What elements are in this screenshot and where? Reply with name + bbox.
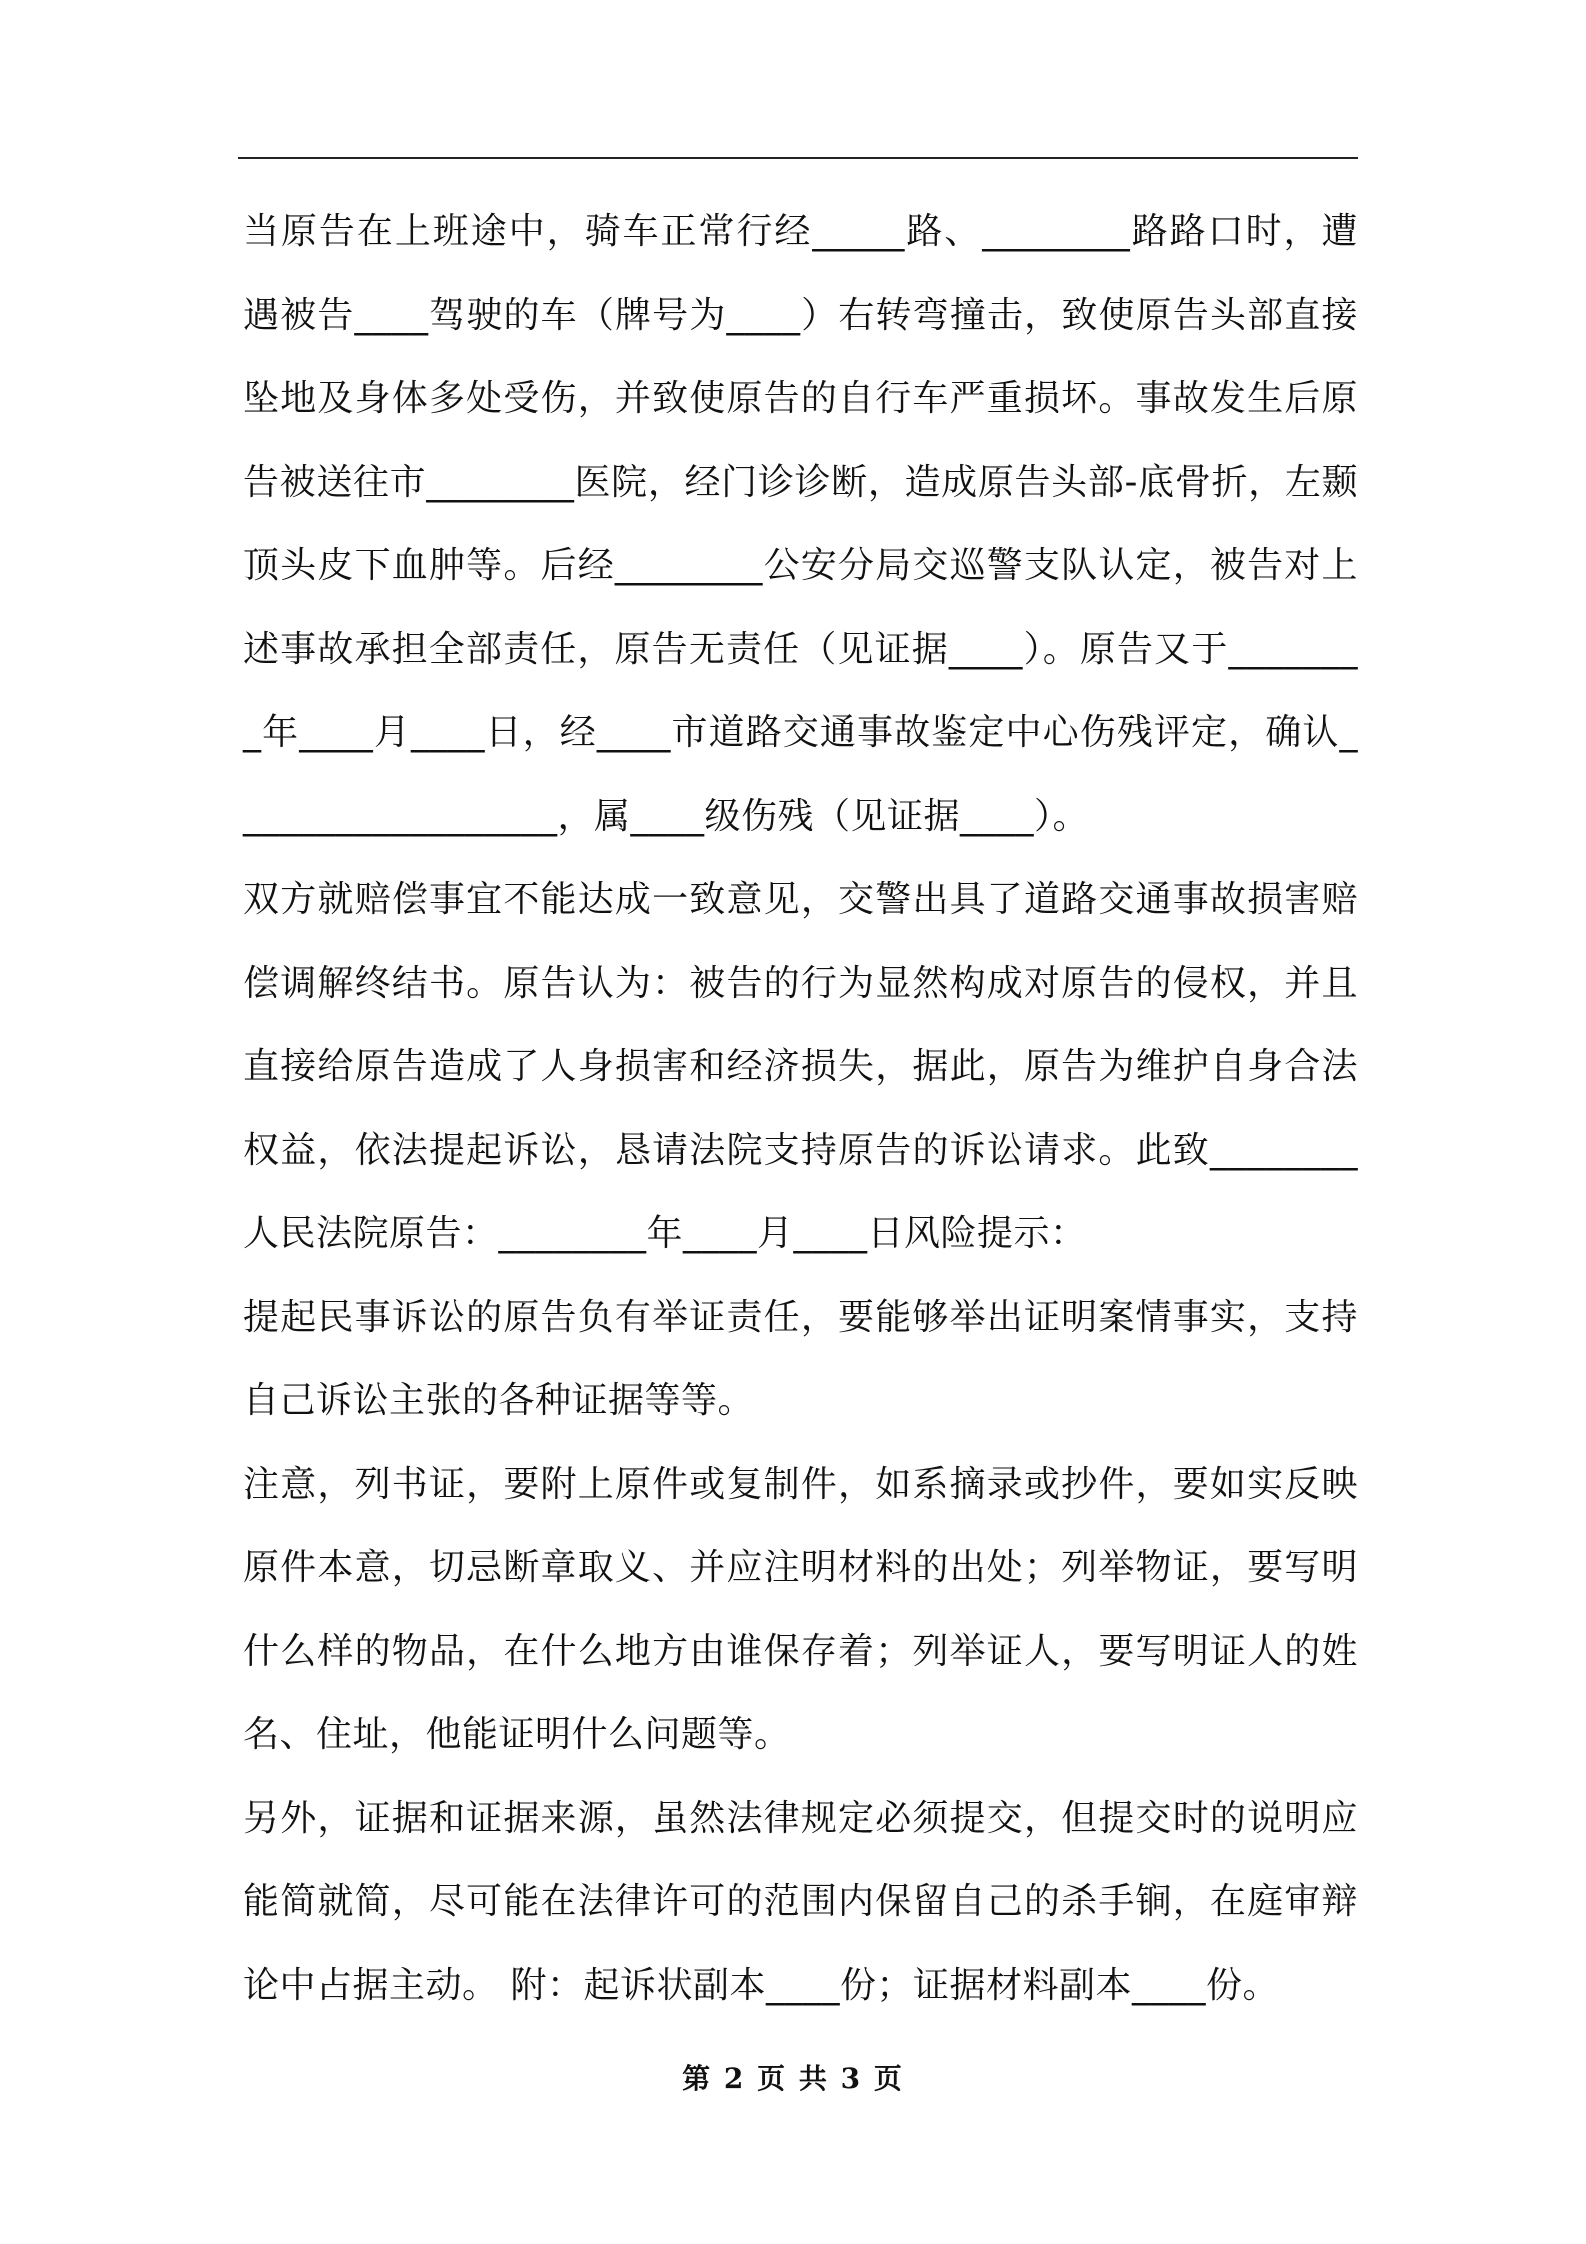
paragraph-accident-facts: 当原告在上班途中，骑车正常行经_____路、________路路口时，遭遇被告____驾驶的车（牌号为____）右转弯撞击，致使原告头部直接坠地及身体多处受伤，并致使原告的自行车严重损坏。事故发生后原告被送往市________医院，经门诊诊断，造成原告头部-底骨折，左颞顶头皮下血肿等。后经________公安分局交巡警支队认定，被告对上述事故承担全部责任，原告无责任（见证据____）。原告又于________年____月____日，经____市道路交通事故鉴定中心伤残评定，确认__________________，属____级伤残（见证据____）。	[243, 211, 1358, 837]
paragraph-burden-of-proof: 提起民事诉讼的原告负有举证责任，要能够举出证明案情事实，支持自己诉讼主张的各种证据等等。	[243, 1296, 1358, 1421]
paragraph-attachments: 另外，证据和证据来源，虽然法律规定必须提交，但提交时的说明应能简就简，尽可能在法律许可的范围内保留自己的杀手锏，在庭审辩论中占据主动。 附：起诉状副本____份；证据材料副本____份。	[243, 1797, 1358, 2006]
paragraph-evidence-notes: 注意，列书证，要附上原件或复制件，如系摘录或抄件，要如实反映原件本意，切忌断章取义、并应注明材料的出处；列举物证，要写明什么样的物品，在什么地方由谁保存着；列举证人，要写明证人的姓名、住址，他能证明什么问题等。	[243, 1463, 1358, 1755]
page-number-footer: 第 2 页 共 3 页	[682, 2062, 904, 2095]
document-body	[243, 190, 1358, 2027]
header-rule	[238, 157, 1358, 159]
paragraph-claim: 双方就赔偿事宜不能达成一致意见，交警出具了道路交通事故损害赔偿调解终结书。原告认为：被告的行为显然构成对原告的侵权，并且直接给原告造成了人身损害和经济损失，据此，原告为维护自身合法权益，依法提起诉讼，恳请法院支持原告的诉讼请求。此致________人民法院原告：________年____月____日风险提示：	[243, 879, 1358, 1254]
